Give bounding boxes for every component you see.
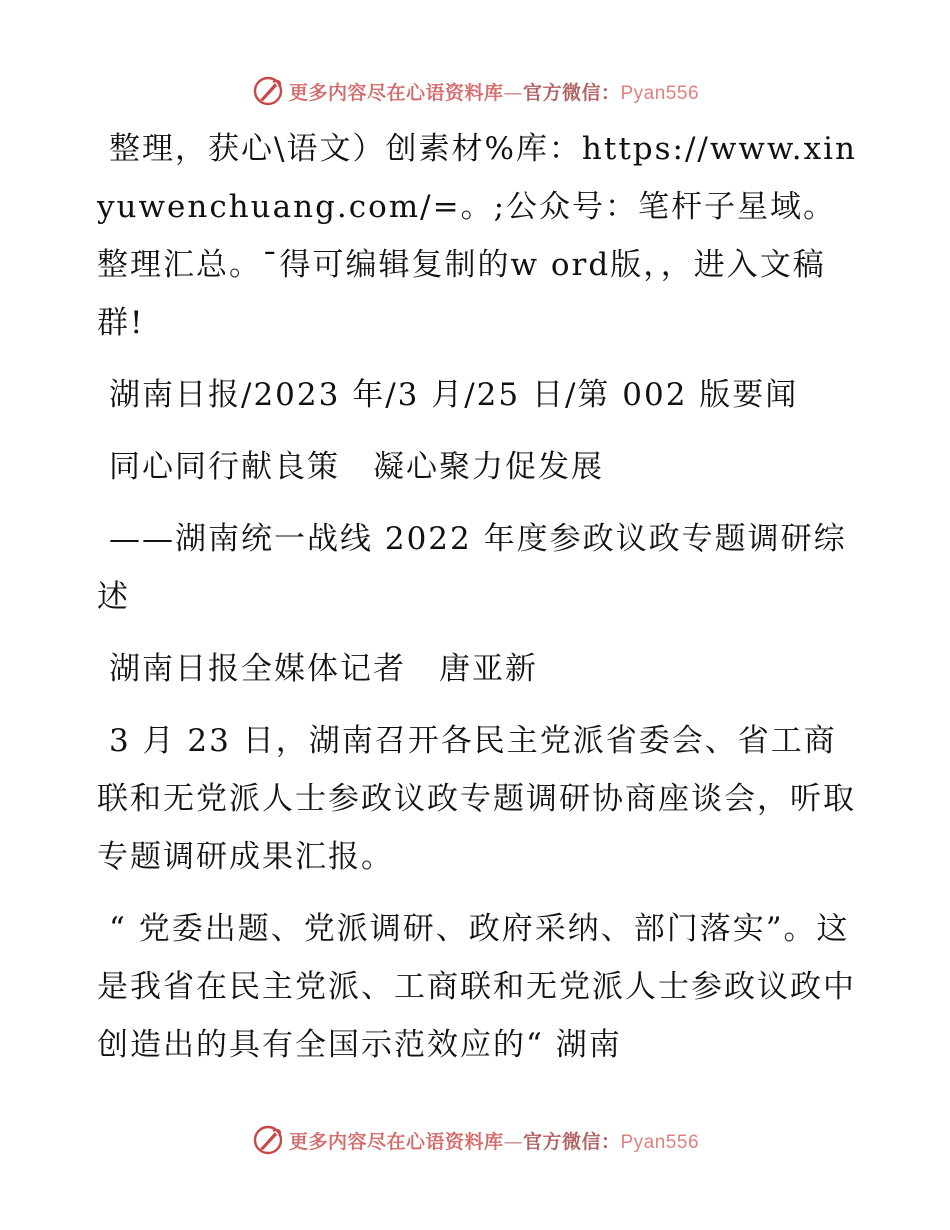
quill-logo-icon [251,74,285,108]
quill-logo-icon [251,1123,285,1157]
article-headline: 同心同行献良策 凝心聚力促发展 [109,449,604,485]
source-line: 湖南日报/2023 年/3 月/25 日/第 002 版要闻 [109,377,799,413]
article-byline: 湖南日报全媒体记者 唐亚新 [109,651,538,687]
document-body [97,120,857,1088]
watermark-wechat-id: Pyan556 [620,82,700,104]
watermark-official: 官方微信： [522,1130,621,1153]
watermark-main: 更多内容尽在心语资料库 [288,81,504,104]
watermark-dash: — [503,81,523,104]
watermark-main: 更多内容尽在心语资料库 [288,1130,504,1153]
intro-paragraph: 整理，获心\语文）创素材%库：https://www.xinyuwenchuang.com/=。;公众号：笔杆子星域。整理汇总。¯得可编辑复制的w ord版，，进入文稿群! [97,131,858,341]
watermark-official: 官方微信： [522,81,621,104]
watermark-text [289,78,699,105]
watermark-wechat-id: Pyan556 [620,1131,700,1153]
watermark-text [289,1127,699,1154]
footer-watermark [0,1120,950,1160]
watermark-dash: — [503,1130,523,1153]
paragraph-1: 3 月 23 日，湖南召开各民主党派省委会、省工商联和无党派人士参政议政专题调研协商座谈会，听取专题调研成果汇报。 [97,723,856,875]
article-subheadline: ——湖南统一战线 2022 年度参政议政专题调研综述 [97,521,847,615]
paragraph-2: “ 党委出题、党派调研、政府采纳、部门落实”。这是我省在民主党派、工商联和无党派人士参政议政中创造出的具有全国示范效应的“ 湖南 [97,911,856,1063]
header-watermark [0,71,950,111]
